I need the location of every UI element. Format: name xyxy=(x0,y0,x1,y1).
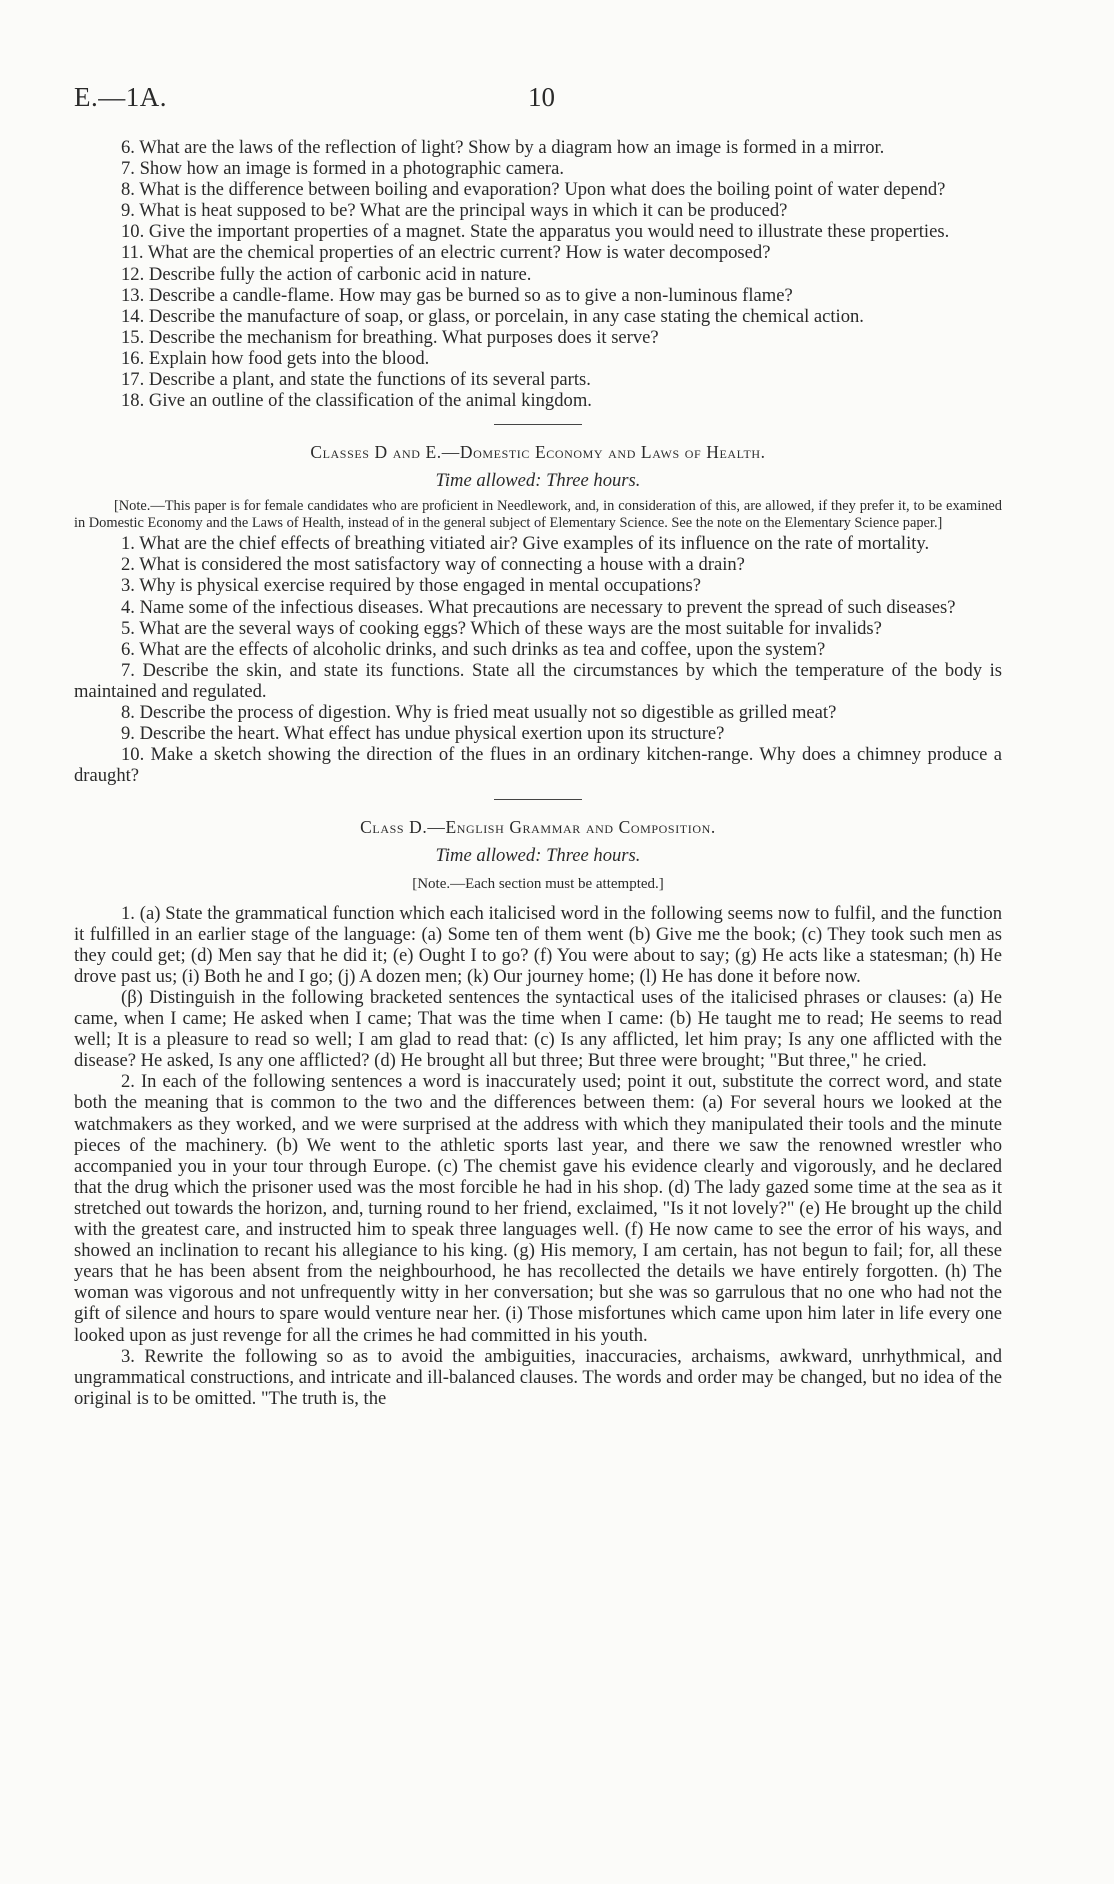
question: 6. What are the effects of alcoholic drinks, and such drinks as tea and coffee, upon the system? xyxy=(121,638,826,660)
question: 17. Describe a plant, and state the functions of its several parts. xyxy=(121,369,591,391)
time-allowed: Time allowed: Three hours. xyxy=(435,470,641,492)
question: 14. Describe the manufacture of soap, or glass, or porcelain, in any case stating the chemical action. xyxy=(121,305,864,327)
section-title: Classes D and E.—Domestic Economy and Laws of Health. xyxy=(310,442,766,463)
section-note: [Note.—Each section must be attempted.] xyxy=(412,875,664,892)
question-paragraph: (β) Distinguish in the following bracketed sentences the syntactical uses of the italicised phrases or clauses: (a) He came, when I came; He asked when I came; That was the time when I came: (b) He taught me to read; He seems to read well; It is a pleasure to read so well; I am glad to read that: (c) Is any afflicted, let him pray; Is any one afflicted with the disease? He asked, Is any one afflicted? (d) He brought all but three; But three were brought; "But three," he cried. xyxy=(74,987,1002,1072)
time-allowed: Time allowed: Three hours. xyxy=(435,845,641,867)
question: 8. Describe the process of digestion. Why is fried meat usually not so digestible as grilled meat? xyxy=(121,701,837,723)
question: 6. What are the laws of the reflection of light? Show by a diagram how an image is formed in a mirror. xyxy=(121,137,885,158)
question: 10. Make a sketch showing the direction of the flues in an ordinary kitchen-range. Why does a chimney produce a draught? xyxy=(74,744,1002,787)
question-paragraph: 2. In each of the following sentences a word is inaccurately used; point it out, substitute the correct word, and state both the meaning that is common to the two and the differences between them: (a) For several hours we looked at the watchmakers as they worked, and we were surprised at the address with which they manipulated their tools and the minute pieces of the machinery. (b) We went to the athletic sports last year, and there we saw the renowned wrestler who accompanied you in your tour through Europe. (c) The chemist gave his evidence clearly and vigorously, and he declared that the drug which the prisoner used was the most forcible he had in his shop. (d) The lady gazed some time at the sea as it stretched out towards the horizon, and, turning round to her friend, exclaimed, "Is it not lovely?" (e) He brought up the child with the greatest care, and instructed him to speak three languages well. (f) He now came to see the error of his ways, and showed an inclination to recant his allegiance to his king. (g) His memory, I am certain, has not begun to fail; for, all these years that he has been absent from the neighbourhood, he has recollected the details we have entirely forgotten. (h) The woman was vigorous and not unfrequently witty in her conversation; but she was so garrulous that no one who had not the gift of silence and hours to spare would venture near her. (i) Those misfortunes which came upon him later in life every one looked upon as just revenge for all the crimes he had committed in his youth. xyxy=(74,1071,1002,1346)
question: 1. What are the chief effects of breathing vitiated air? Give examples of its influence on the rate of mortality. xyxy=(121,533,930,555)
question: 4. Name some of the infectious diseases. What precautions are necessary to prevent the spread of such diseases? xyxy=(121,596,956,618)
section-divider xyxy=(494,799,582,800)
question: 10. Give the important properties of a magnet. State the apparatus you would need to illustrate these properties. xyxy=(121,221,950,243)
question: 3. Why is physical exercise required by those engaged in mental occupations? xyxy=(121,575,702,597)
domestic-economy-section xyxy=(74,442,1002,786)
question: 2. What is considered the most satisfactory way of connecting a house with a drain? xyxy=(121,554,745,576)
page-number: 10 xyxy=(528,82,555,112)
section-title: Class D.—English Grammar and Composition. xyxy=(360,817,716,838)
question: 18. Give an outline of the classification of the animal kingdom. xyxy=(121,390,592,412)
question: 15. Describe the mechanism for breathing. What purposes does it serve? xyxy=(121,326,659,348)
question: 7. Describe the skin, and state its functions. State all the circumstances by which the temperature of the body is maintained and regulated. xyxy=(74,659,1002,702)
english-grammar-section xyxy=(74,817,1002,1409)
question: 5. What are the several ways of cooking eggs? Which of these ways are the most suitable for invalids? xyxy=(121,617,882,639)
question: 7. Show how an image is formed in a photographic camera. xyxy=(121,158,565,180)
question: 11. What are the chemical properties of an electric current? How is water decomposed? xyxy=(121,242,771,264)
question-paragraph: 1. (a) State the grammatical function which each italicised word in the following seems now to fulfil, and the function it fulfilled in an earlier stage of the language: (a) Some ten of them went (b) Give me the book; (c) They took such men as they could get; (d) Men say that he did it; (e) Ought I to go? (f) You were about to say; (g) He acts like a statesman; (h) He drove past us; (i) Both he and I go; (j) A dozen men; (k) Our journey home; (l) He has done it before now. xyxy=(74,902,1002,987)
science-questions xyxy=(74,137,1002,411)
question: 9. Describe the heart. What effect has undue physical exertion upon its structure? xyxy=(121,723,725,745)
question: 9. What is heat supposed to be? What are the principal ways in which it can be produced? xyxy=(121,200,788,222)
question: 12. Describe fully the action of carbonic acid in nature. xyxy=(121,263,532,285)
question: 8. What is the difference between boiling and evaporation? Upon what does the boiling point of water depend? xyxy=(121,179,946,201)
section-note: [Note.—This paper is for female candidates who are proficient in Needlework, and, in consideration of this, are allowed, if they prefer it, to be examined in Domestic Economy and the Laws of Health, instead of in the general subject of Elementary Science. See the note on the Elementary Science paper.] xyxy=(74,498,1002,531)
question: 13. Describe a candle-flame. How may gas be burned so as to give a non-luminous flame? xyxy=(121,284,793,306)
question: 16. Explain how food gets into the blood. xyxy=(121,347,430,369)
page-reference: E.—1A. xyxy=(74,82,167,112)
page-body xyxy=(74,137,1002,1409)
section-divider xyxy=(494,424,582,425)
question-paragraph: 3. Rewrite the following so as to avoid the ambiguities, inaccuracies, archaisms, awkward, unrhythmical, and ungrammatical constructions, and intricate and ill-balanced clauses. The words and order may be changed, but no idea of the original is to be omitted. "The truth is, the xyxy=(74,1345,1002,1409)
